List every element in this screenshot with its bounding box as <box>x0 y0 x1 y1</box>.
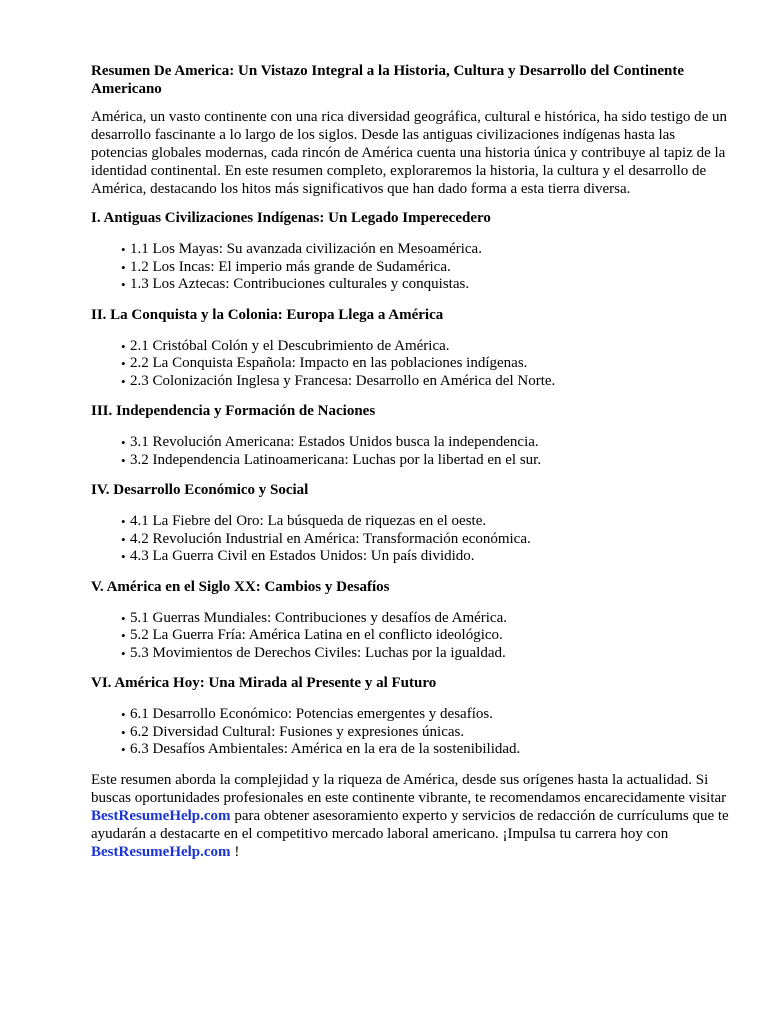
bullet-icon: • <box>121 373 126 389</box>
list-item <box>121 434 731 452</box>
list-item <box>121 610 731 628</box>
list-item <box>121 531 731 549</box>
bullet-icon: • <box>121 277 126 292</box>
bullet-icon: • <box>121 707 126 722</box>
list-item <box>121 645 731 663</box>
closing-text-3: ! <box>230 843 240 860</box>
closing-text-2: para obtener asesoramiento experto y servicios de redacción de currículums que te ayudarán a destacarte en el competitivo mercado laboral americano. ¡Impulsa tu carrera hoy con <box>91 807 729 842</box>
section-list <box>91 338 731 391</box>
list-item <box>121 276 731 294</box>
bullet-icon: • <box>121 742 126 757</box>
list-item-text: 6.2 Diversidad Cultural: Fusiones y expresiones únicas. <box>130 723 465 740</box>
intro-paragraph: América, un vasto continente con una rica diversidad geográfica, cultural e histórica, ha sido testigo de un desarrollo fascinante a lo largo de los siglos. Desde las antiguas civilizaciones indígenas hasta las potencias globales modernas, cada rincón de América cuenta una historia única y contribuye al tapiz de la identidad continental. En este resumen completo, exploraremos la historia, la cultura y el desarrollo de América, destacando los hitos más significativos que han dado forma a esta tierra diversa. <box>91 109 728 197</box>
list-item <box>121 548 731 566</box>
list-item <box>121 724 731 742</box>
bullet-icon: • <box>121 531 126 547</box>
section-heading: II. La Conquista y la Colonia: Europa Llega a América <box>91 306 444 323</box>
list-item-text: 2.2 La Conquista Española: Impacto en las poblaciones indígenas. <box>130 355 528 371</box>
section-list <box>91 434 731 469</box>
list-item <box>121 452 731 470</box>
section-list <box>91 513 731 566</box>
section-list <box>91 706 731 759</box>
list-item-text: 3.1 Revolución Americana: Estados Unidos busca la independencia. <box>130 434 539 450</box>
list-item <box>121 706 731 724</box>
list-item <box>121 259 731 277</box>
document-page <box>91 62 731 861</box>
closing-paragraph <box>91 771 731 861</box>
bullet-icon: • <box>121 452 126 468</box>
list-item-text: 1.3 Los Aztecas: Contribuciones culturales y conquistas. <box>130 276 470 292</box>
list-item-text: 5.2 La Guerra Fría: América Latina en el conflicto ideológico. <box>130 627 503 643</box>
list-item-text: 2.1 Cristóbal Colón y el Descubrimiento de América. <box>130 337 450 354</box>
list-item <box>121 338 731 356</box>
section-list <box>91 241 731 294</box>
bestresumehelp-link-2[interactable]: BestResumeHelp.com <box>91 843 231 860</box>
section-heading: VI. América Hoy: Una Mirada al Presente y al Futuro <box>91 675 437 691</box>
bullet-icon: • <box>121 610 126 626</box>
bullet-icon: • <box>121 514 126 529</box>
section-heading: III. Independencia y Formación de Naciones <box>91 403 376 419</box>
list-item <box>121 513 731 531</box>
bullet-icon: • <box>121 628 126 643</box>
list-item-text: 4.1 La Fiebre del Oro: La búsqueda de riquezas en el oeste. <box>130 513 487 529</box>
list-item <box>121 373 731 391</box>
section-list <box>91 610 731 663</box>
list-item-text: 6.1 Desarrollo Económico: Potencias emergentes y desafíos. <box>130 706 493 722</box>
bullet-icon: • <box>121 338 126 354</box>
section-heading: IV. Desarrollo Económico y Social <box>91 482 309 498</box>
list-item <box>121 241 731 259</box>
sections-container <box>91 209 731 759</box>
bullet-icon: • <box>121 356 126 371</box>
list-item-text: 1.1 Los Mayas: Su avanzada civilización en Mesoamérica. <box>130 241 482 257</box>
closing-text-1: Este resumen aborda la complejidad y la riqueza de América, desde sus orígenes hasta la actualidad. Si buscas oportunidades profesionales en este continente vibrante, te recomendamos encarecidamente visitar <box>91 771 727 806</box>
bullet-icon: • <box>121 242 126 257</box>
section-heading: I. Antiguas Civilizaciones Indígenas: Un Legado Imperecedero <box>91 210 491 226</box>
document-title: Resumen De America: Un Vistazo Integral a la Historia, Cultura y Desarrollo del Continente Americano <box>91 63 684 97</box>
list-item-text: 1.2 Los Incas: El imperio más grande de Sudamérica. <box>130 258 451 275</box>
list-item-text: 4.3 La Guerra Civil en Estados Unidos: Un país dividido. <box>130 548 475 564</box>
list-item <box>121 627 731 645</box>
list-item-text: 3.2 Independencia Latinoamericana: Luchas por la libertad en el sur. <box>130 451 542 468</box>
section-heading: V. América en el Siglo XX: Cambios y Desafíos <box>91 578 390 595</box>
list-item-text: 2.3 Colonización Inglesa y Francesa: Desarrollo en América del Norte. <box>130 372 556 389</box>
bestresumehelp-link-1[interactable]: BestResumeHelp.com <box>91 807 231 824</box>
list-item-text: 5.3 Movimientos de Derechos Civiles: Luchas por la igualdad. <box>130 644 506 661</box>
bullet-icon: • <box>121 724 126 740</box>
list-item-text: 6.3 Desafíos Ambientales: América en la era de la sostenibilidad. <box>130 741 521 757</box>
list-item-text: 4.2 Revolución Industrial en América: Transformación económica. <box>130 530 531 547</box>
list-item-text: 5.1 Guerras Mundiales: Contribuciones y desafíos de América. <box>130 609 507 626</box>
bullet-icon: • <box>121 549 126 564</box>
list-item <box>121 741 731 759</box>
bullet-icon: • <box>121 259 126 275</box>
bullet-icon: • <box>121 435 126 450</box>
list-item <box>121 355 731 373</box>
bullet-icon: • <box>121 645 126 661</box>
